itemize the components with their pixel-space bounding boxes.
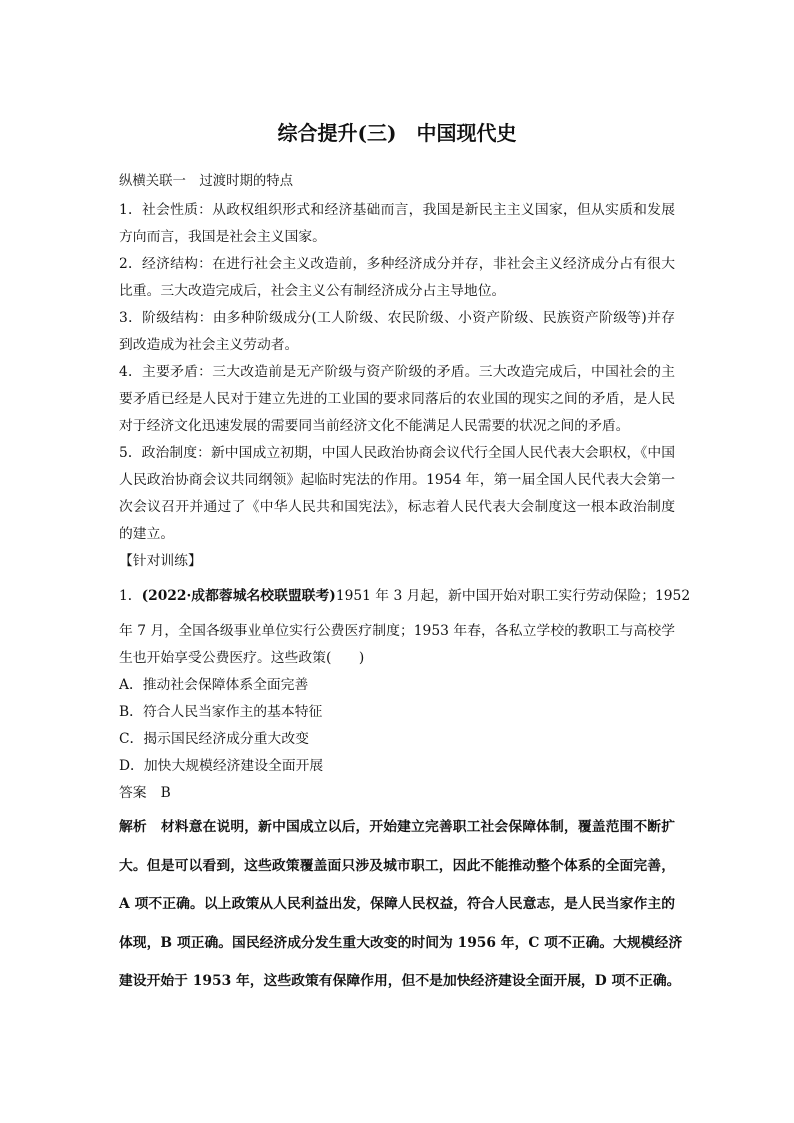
option-label: B． (119, 703, 143, 720)
point-line: 3．阶级结构：由多种阶级成分(工人阶级、农民阶级、小资产阶级、民族资产阶级等)并存 (119, 309, 675, 326)
point-line: 2．经济结构：在进行社会主义改造前，多种经济成分并存，非社会主义经济成分占有很大 (119, 255, 675, 272)
point-line: 1．社会性质：从政权组织形式和经济基础而言，我国是新民主主义国家，但从实质和发展 (119, 201, 675, 218)
option-d (119, 753, 675, 780)
point-political-system (119, 440, 675, 548)
analysis-line (119, 808, 675, 847)
point-line: 人民政治协商会议共同纲领》起临时宪法的作用。1954 年，第一届全国人民代表大会第一 (119, 471, 675, 488)
question-stem-line: 生也开始享受公费医疗。这些政策( ) (119, 649, 365, 666)
point-line: 次会议召开并通过了《中华人民共和国宪法》，标志着人民代表大会制度这一根本政治制度 (119, 498, 675, 515)
option-a (119, 672, 675, 699)
point-line: 对于经济文化迅速发展的需要同当前经济文化不能满足人民需要的状况之间的矛盾。 (119, 417, 630, 434)
option-text: 加快大规模经济建设全面开展 (143, 757, 324, 774)
option-label: D． (119, 757, 144, 774)
analysis-line: A 项不正确。以上政策从人民利益出发，保障人民权益，符合人民意志，是人民当家作主的 (119, 896, 675, 912)
point-line: 5．政治制度：新中国成立初期，中国人民政治协商会议代行全国人民代表大会职权，《中国 (119, 444, 675, 461)
point-main-contradiction (119, 359, 675, 440)
point-line: 比重。三大改造完成后，社会主义公有制经济成分占主导地位。 (119, 282, 506, 299)
point-line: 的建立。 (119, 525, 175, 542)
analysis-line: 建设开始于 1953 年，这些政策有保障作用，但不是加快经济建设全面开展，D 项不正确。 (119, 973, 681, 989)
answer-line (119, 780, 675, 807)
option-text: 符合人民当家作主的基本特征 (142, 703, 323, 720)
question-stem-line: 年 7 月，全国各级事业单位实行公费医疗制度；1953 年春，各私立学校的教职工与高校学 (119, 622, 675, 639)
option-text: 揭示国民经济成分重大改变 (143, 730, 309, 747)
analysis-text: 材料意在说明，新中国成立以后，开始建立完善职工社会保障体制，覆盖范围不断扩 (160, 819, 675, 835)
point-line: 4．主要矛盾：三大改造前是无产阶级与资产阶级的矛盾。三大改造完成后，中国社会的主 (119, 363, 675, 380)
question-stem-line (119, 583, 691, 610)
feature-points (119, 197, 675, 548)
answer-label: 答案 (119, 784, 147, 801)
option-b (119, 699, 675, 726)
answer-value: B (160, 784, 171, 801)
page-title: 综合提升(三) 中国现代史 (277, 121, 517, 145)
analysis-line: 体现，B 项正确。国民经济成分发生重大改变的时间为 1956 年，C 项不正确。大规模经济 (119, 934, 683, 951)
point-social-nature (119, 197, 675, 251)
page-content (119, 168, 691, 1001)
practice-label: 【针对训练】 (119, 552, 202, 569)
section-heading: 纵横关联一 过渡时期的特点 (119, 173, 294, 189)
point-line: 方向而言，我国是社会主义国家。 (119, 228, 326, 245)
option-label: A． (119, 676, 143, 693)
point-line: 要矛盾已经是人民对于建立先进的工业国的要求同落后的农业国的现实之间的矛盾，是人民 (119, 390, 675, 407)
point-class-structure (119, 305, 675, 359)
point-line: 到改造成为社会主义劳动者。 (119, 336, 299, 353)
option-label: C． (119, 730, 144, 747)
analysis-line: 大。但是可以看到，这些政策覆盖面只涉及城市职工，因此不能推动整个体系的全面完善， (119, 857, 675, 874)
option-c (119, 726, 675, 753)
question-stem-text: 1951 年 3 月起，新中国开始对职工实行劳动保险；1952 (335, 587, 691, 604)
option-text: 推动社会保障体系全面完善 (142, 676, 309, 693)
question-block (119, 583, 691, 1001)
question-source: (2022·成都蓉城名校联盟联考) (141, 587, 336, 604)
question-number: 1． (119, 587, 142, 604)
analysis-label: 解析 (119, 819, 147, 835)
analysis-block (119, 808, 683, 1001)
point-economic-structure (119, 251, 675, 305)
